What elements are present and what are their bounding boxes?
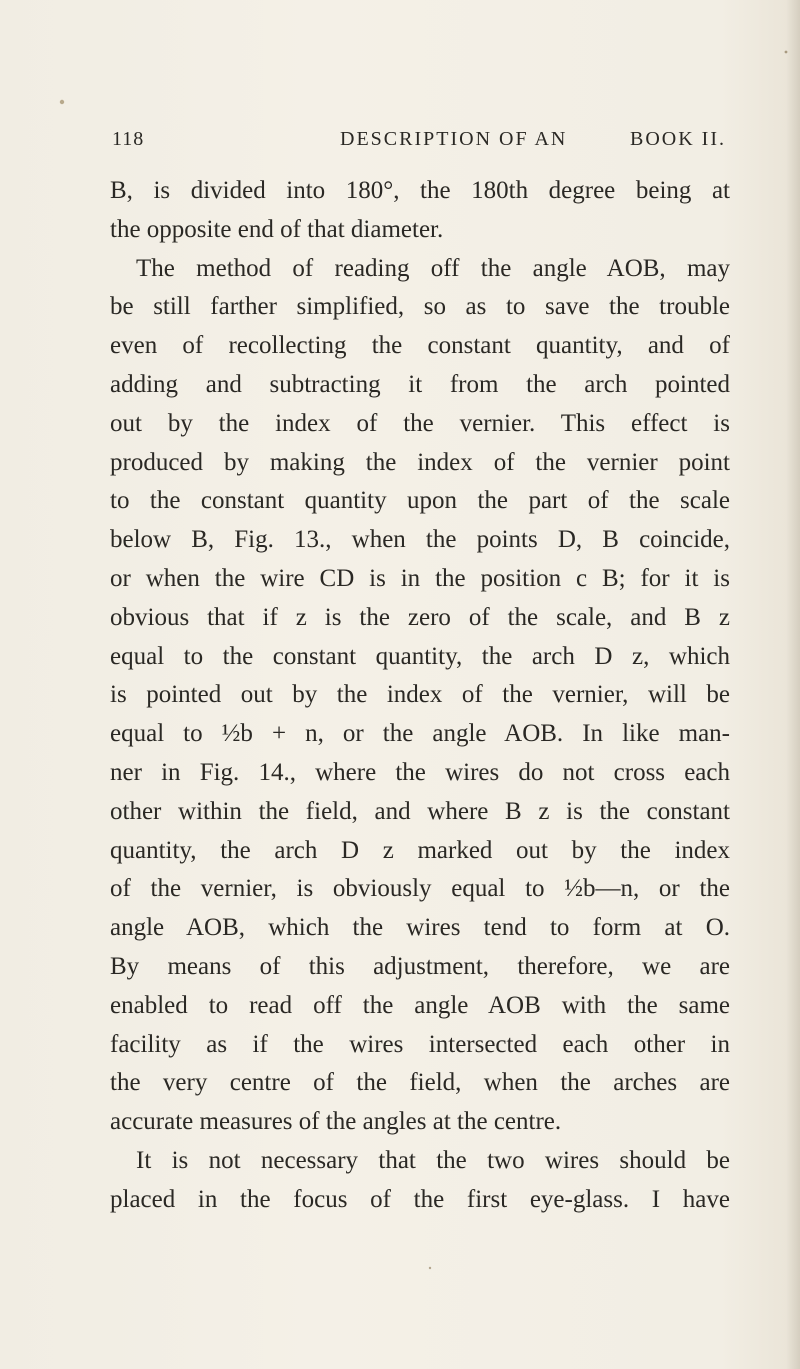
text-line: obvious that if z is the zero of the scale, and B z bbox=[110, 603, 730, 631]
running-head-title: DESCRIPTION OF AN bbox=[340, 128, 568, 150]
page-number: 118 bbox=[112, 128, 145, 150]
running-head bbox=[0, 128, 800, 158]
text-line: ner in Fig. 14., where the wires do not cross each bbox=[110, 758, 730, 786]
text-line: be still farther simplified, so as to save the trouble bbox=[110, 293, 730, 321]
text-line: quantity, the arch D z marked out by the index bbox=[110, 836, 730, 864]
text-line: below B, Fig. 13., when the points D, B coincide, bbox=[110, 526, 730, 554]
running-head-book: BOOK II. bbox=[630, 128, 726, 150]
text-line: equal to ½b + n, or the angle AOB. In like man- bbox=[110, 720, 730, 748]
text-line: to the constant quantity upon the part of the scale bbox=[110, 487, 730, 515]
text-line: adding and subtracting it from the arch pointed bbox=[110, 370, 730, 398]
text-line: It is not necessary that the two wires should be bbox=[136, 1146, 730, 1174]
text-line: equal to the constant quantity, the arch D z, which bbox=[110, 642, 730, 670]
text-line: B, is divided into 180°, the 180th degree being at bbox=[110, 177, 730, 204]
text-line: accurate measures of the angles at the centre. bbox=[110, 1108, 562, 1136]
text-line: angle AOB, which the wires tend to form at O. bbox=[110, 914, 730, 942]
text-line: facility as if the wires intersected each other in bbox=[110, 1030, 730, 1058]
text-line: The method of reading off the angle AOB, may bbox=[136, 254, 730, 282]
page-edge-shadow bbox=[786, 0, 800, 1369]
text-line: placed in the focus of the first eye-glass. I have bbox=[110, 1185, 730, 1213]
text-line: enabled to read off the angle AOB with the same bbox=[110, 991, 730, 1019]
text-line: even of recollecting the constant quantity, and of bbox=[110, 332, 730, 360]
text-line: other within the field, and where B z is the constant bbox=[110, 797, 730, 825]
text-line: of the vernier, is obviously equal to ½b—n, or the bbox=[110, 875, 730, 903]
text-line: By means of this adjustment, therefore, we are bbox=[110, 952, 730, 980]
text-line: the opposite end of that diameter. bbox=[110, 215, 444, 243]
text-line: out by the index of the vernier. This effect is bbox=[110, 409, 730, 437]
text-line: is pointed out by the index of the vernier, will be bbox=[110, 681, 730, 709]
body-text bbox=[110, 172, 730, 1220]
text-line: produced by making the index of the vernier point bbox=[110, 448, 730, 476]
text-line: the very centre of the field, when the arches are bbox=[110, 1069, 730, 1097]
text-line: or when the wire CD is in the position c B; for it is bbox=[110, 564, 730, 592]
